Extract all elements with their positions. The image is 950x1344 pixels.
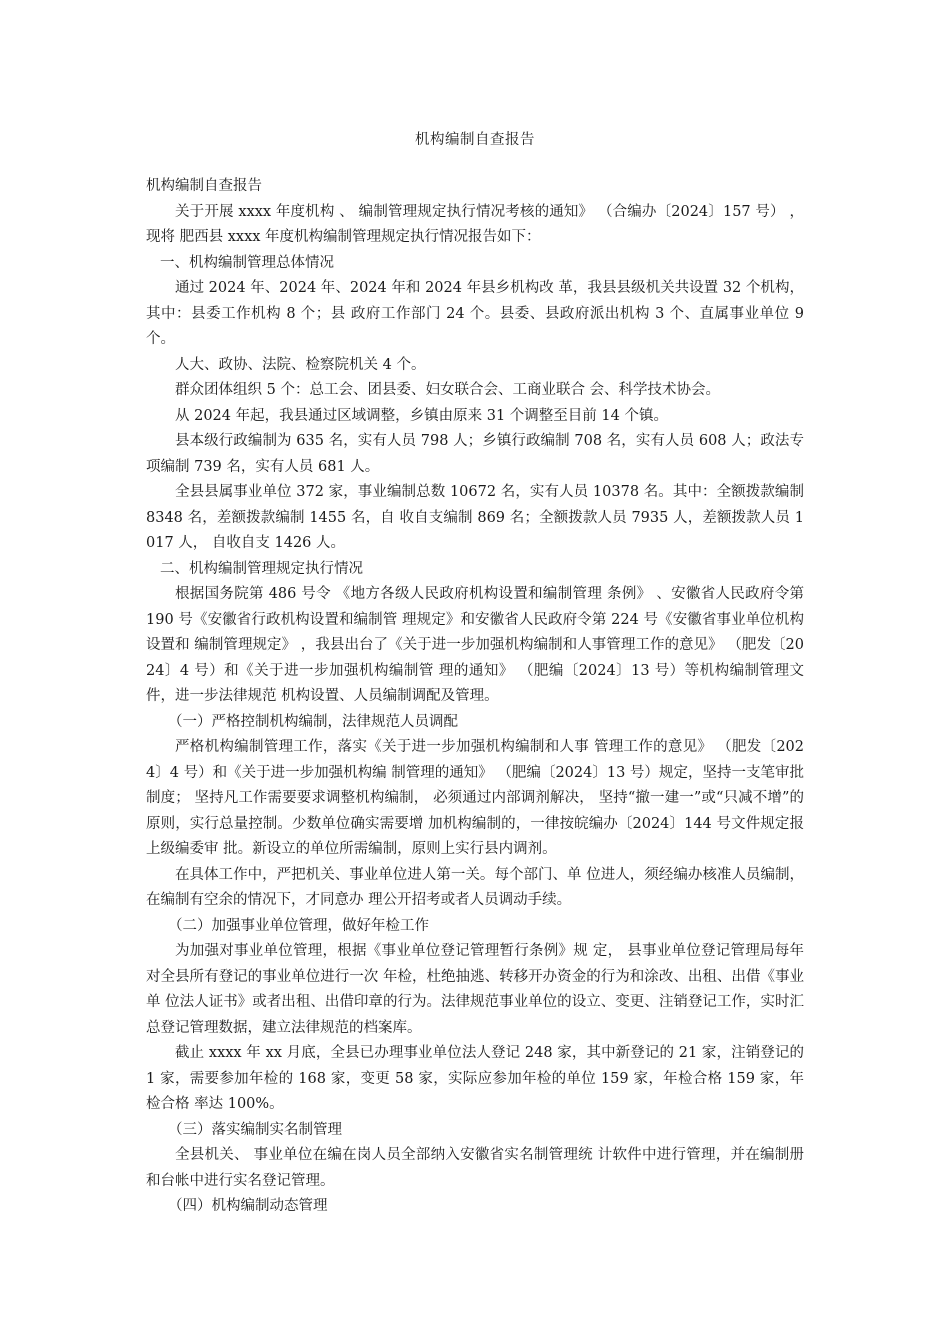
subsection-heading-2: （二）加强事业单位管理，做好年检工作 bbox=[168, 917, 429, 934]
body-subtitle: 机构编制自查报告 bbox=[146, 178, 262, 194]
paragraph-public-institutions: 全县县属事业单位 372 家，事业编制总数 10672 名，实有人员 10378 名。其中：全额拨款编制 8348 名，差额拨款编制 1455 名，自 收自支编制 869 名；全额拨款人员 7935 人，差额拨款人员 1017 人， 自收自支 1426 人。 bbox=[146, 484, 804, 551]
paragraph-institution-reform: 通过 2024 年、2024 年、2024 年和 2024 年县乡机构改 革，我县县级机关共设置 32 个机构，其中：县委工作机构 8 个；县 政府工作部门 24 个。县委、县政府派出机构 3 个、直属事业单位 9 个。 bbox=[146, 280, 804, 347]
paragraph-mass-organizations: 群众团体组织 5 个：总工会、团县委、妇女联合会、工商业联合 会、科学技术协会。 bbox=[175, 382, 721, 398]
subsection-heading-1: （一）严格控制机构编制，法律规范人员调配 bbox=[168, 713, 458, 730]
document-body bbox=[146, 174, 804, 1220]
paragraph-admin-staffing: 县本级行政编制为 635 名，实有人员 798 人；乡镇行政编制 708 名，实有人员 608 人；政法专项编制 739 名，实有人员 681 人。 bbox=[146, 433, 804, 475]
paragraph-regulations: 根据国务院第 486 号令 《地方各级人民政府机构设置和编制管理 条例》 、安徽省人民政府令第 190 号《安徽省行政机构设置和编制管 理规定》和安徽省人民政府令第 224 号《安徽省事业单位机构设置和 编制管理规定》 ，我县出台了《关于进一步加强机构编制和人事管理工作的意见》 （肥发〔2024〕4 号）和《关于进一步加强机构编制管 理的通知》 （肥编〔2024〕13 号）等机构编制管理文件，进一步法律规范 机构设置、人员编制调配及管理。 bbox=[146, 586, 804, 704]
subsection-heading-4: （四）机构编制动态管理 bbox=[168, 1198, 328, 1214]
paragraph-town-adjustment: 从 2024 年起，我县通过区域调整，乡镇由原来 31 个调整至目前 14 个镇。 bbox=[175, 407, 668, 424]
subsection-heading-3: （三）落实编制实名制管理 bbox=[168, 1121, 342, 1138]
paragraph-registration-stats: 截止 xxxx 年 xx 月底，全县已办理事业单位法人登记 248 家，其中新登记的 21 家，注销登记的 1 家，需要参加年检的 168 家，变更 58 家，实际应参加年检的单位 159 家，年检合格 159 家，年检合格 率达 100%。 bbox=[146, 1045, 804, 1112]
paragraph-notice-reference: 关于开展 xxxx 年度机构 、 编制管理规定执行情况考核的通知》 （合编办〔2024〕157 号） ，现将 肥西县 xxxx 年度机构编制管理规定执行情况报告如下： bbox=[146, 203, 804, 245]
paragraph-npc-cppcc: 人大、政协、法院、检察院机关 4 个。 bbox=[175, 356, 426, 373]
section-heading-2: 二、机构编制管理规定执行情况 bbox=[160, 560, 363, 577]
section-heading-1: 一、机构编制管理总体情况 bbox=[160, 254, 334, 271]
paragraph-personnel-entry: 在具体工作中，严把机关、事业单位进人第一关。每个部门、单 位进人，须经编办核准人员编制，在编制有空余的情况下，才同意办 理公开招考或者人员调动手续。 bbox=[146, 866, 804, 908]
paragraph-annual-inspection: 为加强对事业单位管理，根据《事业单位登记管理暂行条例》规 定， 县事业单位登记管理局每年对全县所有登记的事业单位进行一次 年检，杜绝抽逃、转移开办资金的行为和涂改、出租、出借《事业单 位法人证书》或者出租、出借印章的行为。法律规范事业单位的设立、变更、注销登记工作，实时汇总登记管理数据，建立法律规范的档案库。 bbox=[146, 943, 804, 1036]
document-title: 机构编制自查报告 bbox=[415, 132, 535, 148]
paragraph-real-name-system: 全县机关、 事业单位在编在岗人员全部纳入安徽省实名制管理统 计软件中进行管理，并在编制册和台帐中进行实名登记管理。 bbox=[146, 1147, 804, 1189]
paragraph-strict-control: 严格机构编制管理工作，落实《关于进一步加强机构编制和人事 管理工作的意见》 （肥发〔2024〕4 号）和《关于进一步加强机构编 制管理的通知》 （肥编〔2024〕13 号）规定，坚持一支笔审批制度； 坚持凡工作需要要求调整机构编制， 必须通过内部调剂解决， 坚持“撤一建一”或“只减不增”的原则，实行总量控制。少数单位确实需要增 加机构编制的，一律按皖编办〔2024〕144 号文件规定报上级编委审 批。新设立的单位所需编制，原则上实行县内调剂。 bbox=[146, 739, 804, 857]
